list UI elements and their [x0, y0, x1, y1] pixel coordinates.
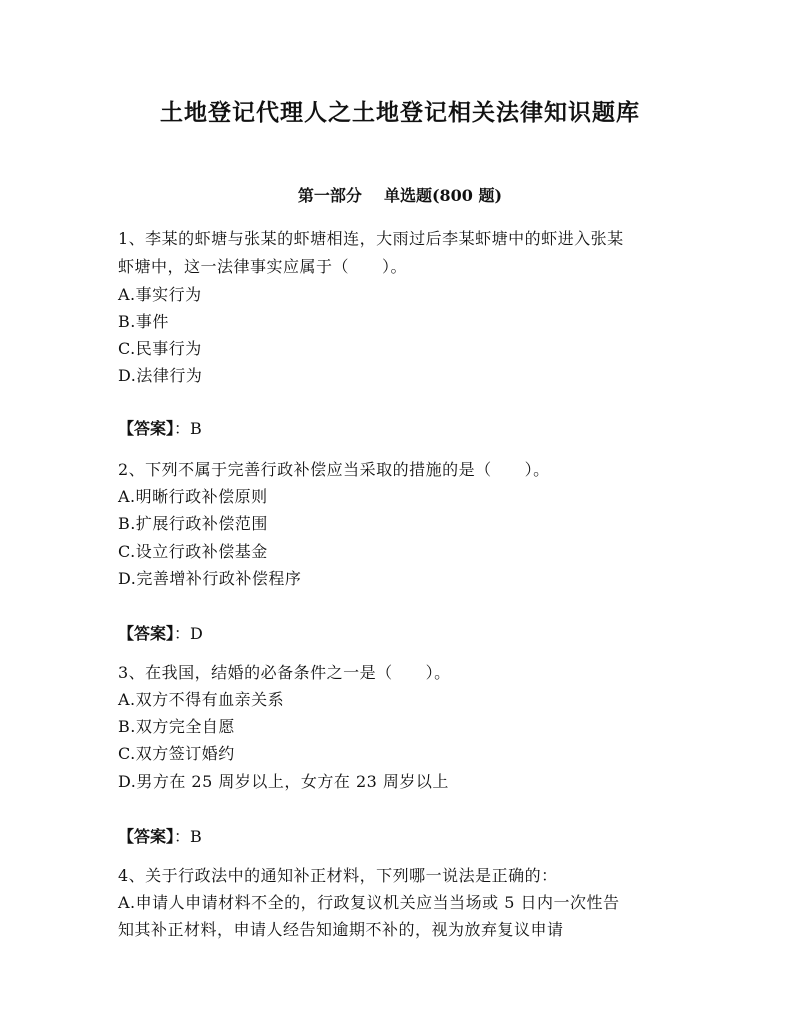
section-title: 第一部分	[297, 186, 362, 205]
answer-value: ：B	[174, 419, 202, 438]
section-heading	[0, 183, 800, 206]
answer-value: ：B	[174, 827, 202, 846]
question-3-option-d: D.男方在 25 周岁以上，女方在 23 周岁以上	[118, 772, 449, 791]
question-4-option-a-line-1: A.申请人申请材料不全的，行政复议机关应当当场或 5 日内一次性告	[118, 893, 620, 912]
section-subtitle: 单选题(800 题)	[383, 186, 503, 205]
question-2-answer	[118, 621, 203, 644]
question-4-option-a-line-2: 知其补正材料，申请人经告知逾期不补的，视为放弃复议申请	[118, 920, 564, 939]
question-1-answer	[118, 416, 202, 439]
document-title: 土地登记代理人之土地登记相关法律知识题库	[160, 99, 640, 126]
question-2-stem-line-1: 2、下列不属于完善行政补偿应当采取的措施的是（ ）。	[118, 460, 550, 479]
question-1-option-a: A.事实行为	[118, 285, 202, 304]
question-1-stem-line-2: 虾塘中，这一法律事实应属于（ ）。	[118, 257, 408, 276]
answer-value: ：D	[174, 624, 203, 643]
question-3-answer	[118, 824, 202, 847]
question-3-option-a: A.双方不得有血亲关系	[118, 690, 285, 709]
question-4-stem-line-1: 4、关于行政法中的通知补正材料，下列哪一说法是正确的：	[118, 866, 558, 885]
answer-label: 【答案】	[118, 419, 175, 438]
answer-label: 【答案】	[118, 827, 175, 846]
question-3-option-c: C.双方签订婚约	[118, 744, 235, 763]
question-2-option-c: C.设立行政补偿基金	[118, 542, 268, 561]
question-1-option-d: D.法律行为	[118, 366, 203, 385]
question-2-option-d: D.完善增补行政补偿程序	[118, 569, 302, 588]
question-2-option-a: A.明晰行政补偿原则	[118, 487, 268, 506]
question-3-stem-line-1: 3、在我国，结婚的必备条件之一是（ ）。	[118, 663, 451, 682]
question-1-stem-line-1: 1、李某的虾塘与张某的虾塘相连，大雨过后李某虾塘中的虾进入张某	[118, 229, 624, 248]
answer-label: 【答案】	[118, 624, 175, 643]
question-1-option-c: C.民事行为	[118, 339, 202, 358]
question-2-option-b: B.扩展行政补偿范围	[118, 514, 268, 533]
question-3-option-b: B.双方完全自愿	[118, 717, 235, 736]
question-1-option-b: B.事件	[118, 312, 169, 331]
